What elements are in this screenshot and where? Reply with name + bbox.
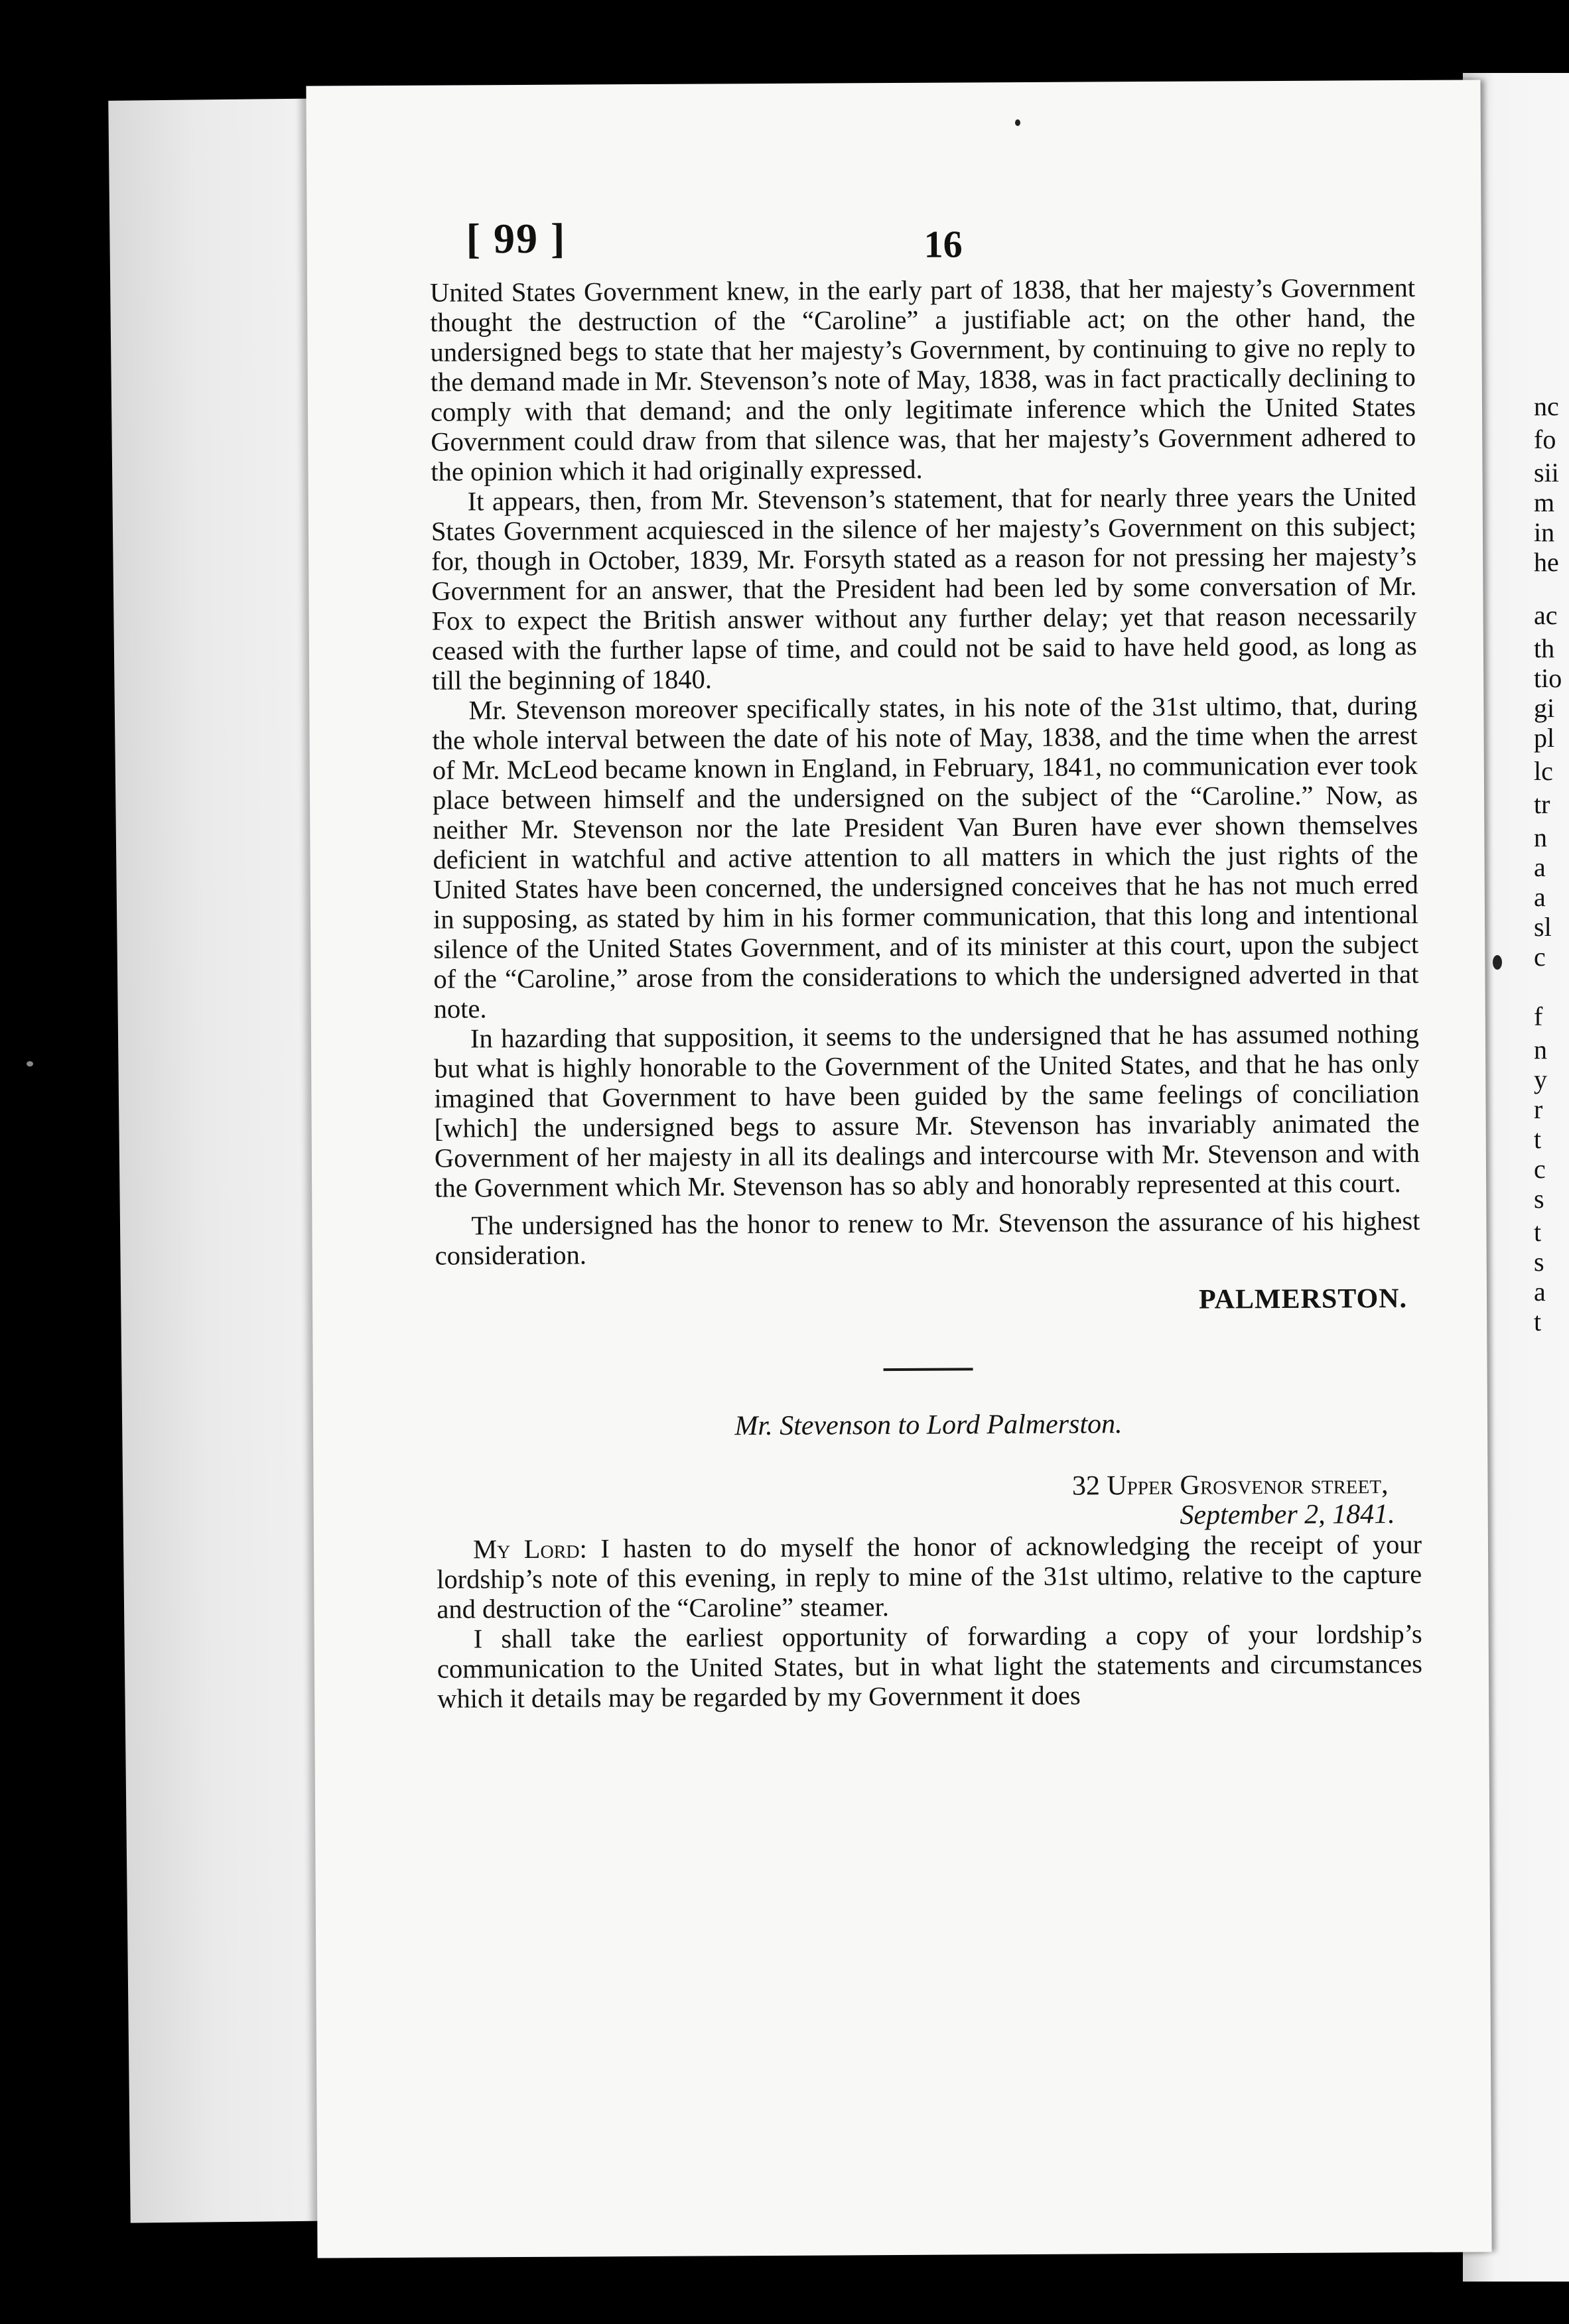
document-body [430, 273, 1422, 1714]
paragraph: Mr. Stevenson moreover specifically states, in his note of the 31st ultimo, that, during the whole interval between the date of his note of May, 1838, and the time when the arrest of Mr. McLeod became known in England, in February, 1841, no communication ever took place between himself and the undersigned on the subject of the “Caroline.” Now, as neither Mr. Stevenson nor the late President Van Buren have ever shown themselves deficient in watchful and active attention to all matters in which the just rights of the United States have been concerned, the undersigned conceives that he has not much erred in supposing, as stated by him in his former communication, that this long and intentional silence of the United States Government, and of its minister at this court, upon the subject of the “Caroline,” arose from the considerations to which the undersigned adverted in that note. [432, 690, 1419, 1024]
adjacent-page-fragment: m [1534, 487, 1555, 517]
adjacent-page-fragment: r [1534, 1094, 1543, 1124]
adjacent-page-fragment: ac [1534, 600, 1558, 630]
adjacent-page-fragment: a [1534, 882, 1546, 912]
adjacent-page-fragment: s [1534, 1184, 1544, 1214]
adjacent-page-fragment: tio [1534, 663, 1562, 693]
adjacent-page-fragment: f [1534, 1001, 1543, 1031]
adjacent-page-fragment: in [1534, 517, 1555, 547]
section-divider [884, 1368, 973, 1371]
adjacent-page-fragment: sii [1534, 458, 1559, 487]
letter-paragraph-text: I hasten to do myself the honor of acknowledging the receipt of your lordship’s note of this evening, in reply to mine of the 31st ultimo, relative to the capture and destruction of the “Caroline” steamer. [437, 1529, 1422, 1624]
paragraph: In hazarding that supposition, it seems to the undersigned that he has assumed nothing but what is highly honorable to the Government of the United States, and that he has only imagined that Government to have been guided by the same feelings of conciliation [which] the undersigned begs to assure Mr. Stevenson has invariably animated the Government of her majesty in all its dealings and intercourse with Mr. Stevenson and with the Government which Mr. Stevenson has so ably and honorably represented at this court. [434, 1018, 1420, 1203]
adjacent-page-fragment: s [1534, 1247, 1544, 1277]
adjacent-page-fragment: c [1534, 942, 1546, 972]
scan-speck [1493, 955, 1502, 970]
adjacent-page-fragment: tr [1534, 789, 1550, 819]
adjacent-page-fragment: nc [1534, 391, 1559, 421]
adjacent-page-fragment: pl [1534, 723, 1555, 753]
paragraph: United States Government knew, in the early part of 1838, that her majesty’s Government thought the destruction of the “Caroline” a justifiable act; on the other hand, the undersigned begs to state that her majesty’s Government, by continuing to give no reply to the demand made in Mr. Stevenson’s note of May, 1838, was in fact practically declining to comply with that demand; and the only legitimate inference which the United States Government could draw from that silence was, that her majesty’s Government adhered to the opinion which it had originally expressed. [429, 272, 1416, 487]
signature: PALMERSTON. [1198, 1283, 1408, 1315]
adjacent-page-fragment: he [1534, 547, 1559, 577]
adjacent-page-fragment: gi [1534, 693, 1555, 723]
adjacent-page-fragment: lc [1534, 756, 1553, 786]
adjacent-page-fragment: n [1534, 822, 1547, 852]
closing-paragraph: The undersigned has the honor to renew to Mr. Stevenson the assurance of his highest consideration. [435, 1205, 1420, 1271]
adjacent-page-fragment: n [1534, 1035, 1547, 1065]
adjacent-page-fragment: t [1534, 1307, 1542, 1336]
adjacent-page-fragment: c [1534, 1154, 1546, 1184]
scan-speck [1015, 119, 1020, 126]
page-number: 16 [923, 222, 963, 266]
letter-address: 32 Upper Grosvenor street, [1071, 1469, 1389, 1502]
letter-heading: Mr. Stevenson to Lord Palmerston. [734, 1409, 1123, 1442]
adjacent-page-fragment: fo [1534, 424, 1556, 454]
letter-date: September 2, 1841. [1180, 1499, 1395, 1531]
adjacent-page-fragment: a [1534, 1277, 1546, 1307]
adjacent-page-fragment: a [1534, 852, 1546, 882]
adjacent-page-fragment: y [1534, 1065, 1547, 1094]
scan-speck [27, 1061, 33, 1066]
salutation: My Lord: [472, 1533, 587, 1565]
bracket-page-number: [ 99 ] [466, 214, 567, 263]
adjacent-page-fragment: sl [1534, 912, 1552, 942]
adjacent-page-fragment: t [1534, 1124, 1542, 1154]
paragraph: It appears, then, from Mr. Stevenson’s statement, that for nearly three years the United States Government acquiesced in the silence of her majesty’s Government on this subject; for, though in October, 1839, Mr. Forsyth stated as a reason for not pressing her majesty’s Government for an answer, that the President had been led by some conversation of Mr. Fox to expect the British answer without any further delay; yet that reason necessarily ceased with the further lapse of time, and could not be said to have held good, as long as till the beginning of 1840. [431, 481, 1417, 696]
adjacent-page-fragment: th [1534, 633, 1555, 663]
letter-paragraph: I shall take the earliest opportunity of forwarding a copy of your lordship’s communication to the United States, but in what light the statements and circumstances which it details may be regarded by my Government it does [437, 1618, 1423, 1714]
document-page [306, 80, 1491, 2258]
letter-paragraph [437, 1529, 1422, 1624]
adjacent-page-fragment: t [1534, 1217, 1542, 1247]
